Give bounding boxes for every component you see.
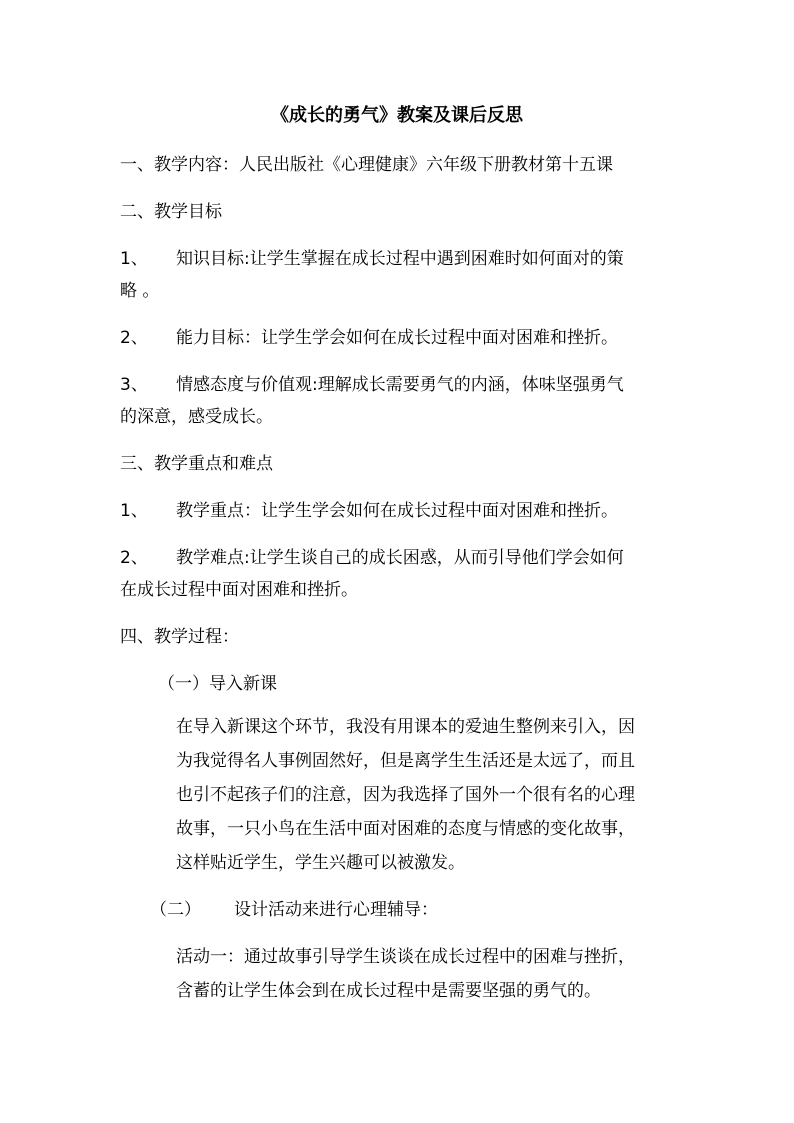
subsection-1-para-line2: 为我觉得名人事例固然好，但是离学生生活还是太远了，而且: [176, 751, 635, 771]
subsection-2-heading: 设计活动来进行心理辅导：: [234, 900, 438, 920]
goal-3-line1: 情感态度与价值观:理解成长需要勇气的内涵，体味坚强勇气: [176, 375, 624, 395]
keypoint-2-number: 2、: [120, 548, 148, 568]
activity-1-line2: 含蓄的让学生体会到在成长过程中是需要坚强的勇气的。: [176, 981, 601, 1001]
subsection-1-para-line3: 也引不起孩子们的注意，因为我选择了国外一个很有名的心理: [176, 785, 635, 805]
subsection-1-para-line1: 在导入新课这个环节，我没有用课本的爱迪生整例来引入，因: [176, 717, 635, 737]
section-teaching-content: 一、教学内容：人民出版社《心理健康》六年级下册教材第十五课: [120, 155, 613, 175]
goal-2-line1: 能力目标：让学生学会如何在成长过程中面对困难和挫折。: [176, 328, 618, 348]
goal-1-number: 1、: [120, 249, 148, 269]
subsection-1-para-line4: 故事，一只小鸟在生活中面对困难的态度与情感的变化故事，: [176, 819, 635, 839]
goal-1-line1: 知识目标:让学生掌握在成长过程中遇到困难时如何面对的策: [176, 249, 624, 269]
subsection-1-para-line5: 这样贴近学生，学生兴趣可以被激发。: [176, 853, 465, 873]
goal-1-line2: 略 。: [120, 281, 160, 301]
section-key-points: 三、教学重点和难点: [120, 454, 273, 474]
section-teaching-process: 四、教学过程：: [120, 627, 239, 647]
goal-3-number: 3、: [120, 375, 148, 395]
keypoint-1-number: 1、: [120, 501, 148, 521]
activity-1-line1: 活动一：通过故事引导学生谈谈在成长过程中的困难与挫折，: [176, 947, 635, 967]
keypoint-2-line2: 在成长过程中面对困难和挫折。: [120, 580, 358, 600]
section-teaching-goals: 二、教学目标: [120, 202, 222, 222]
keypoint-1-line1: 教学重点：让学生学会如何在成长过程中面对困难和挫折。: [176, 501, 618, 521]
subsection-1-heading: （一）导入新课: [158, 674, 277, 694]
goal-3-line2: 的深意，感受成长。: [120, 407, 273, 427]
document-title: 《成长的勇气》教案及课后反思: [271, 105, 523, 126]
goal-2-number: 2、: [120, 328, 148, 348]
keypoint-2-line1: 教学难点:让学生谈自己的成长困惑，从而引导他们学会如何: [176, 548, 624, 568]
subsection-2-label: （二）: [150, 900, 201, 920]
